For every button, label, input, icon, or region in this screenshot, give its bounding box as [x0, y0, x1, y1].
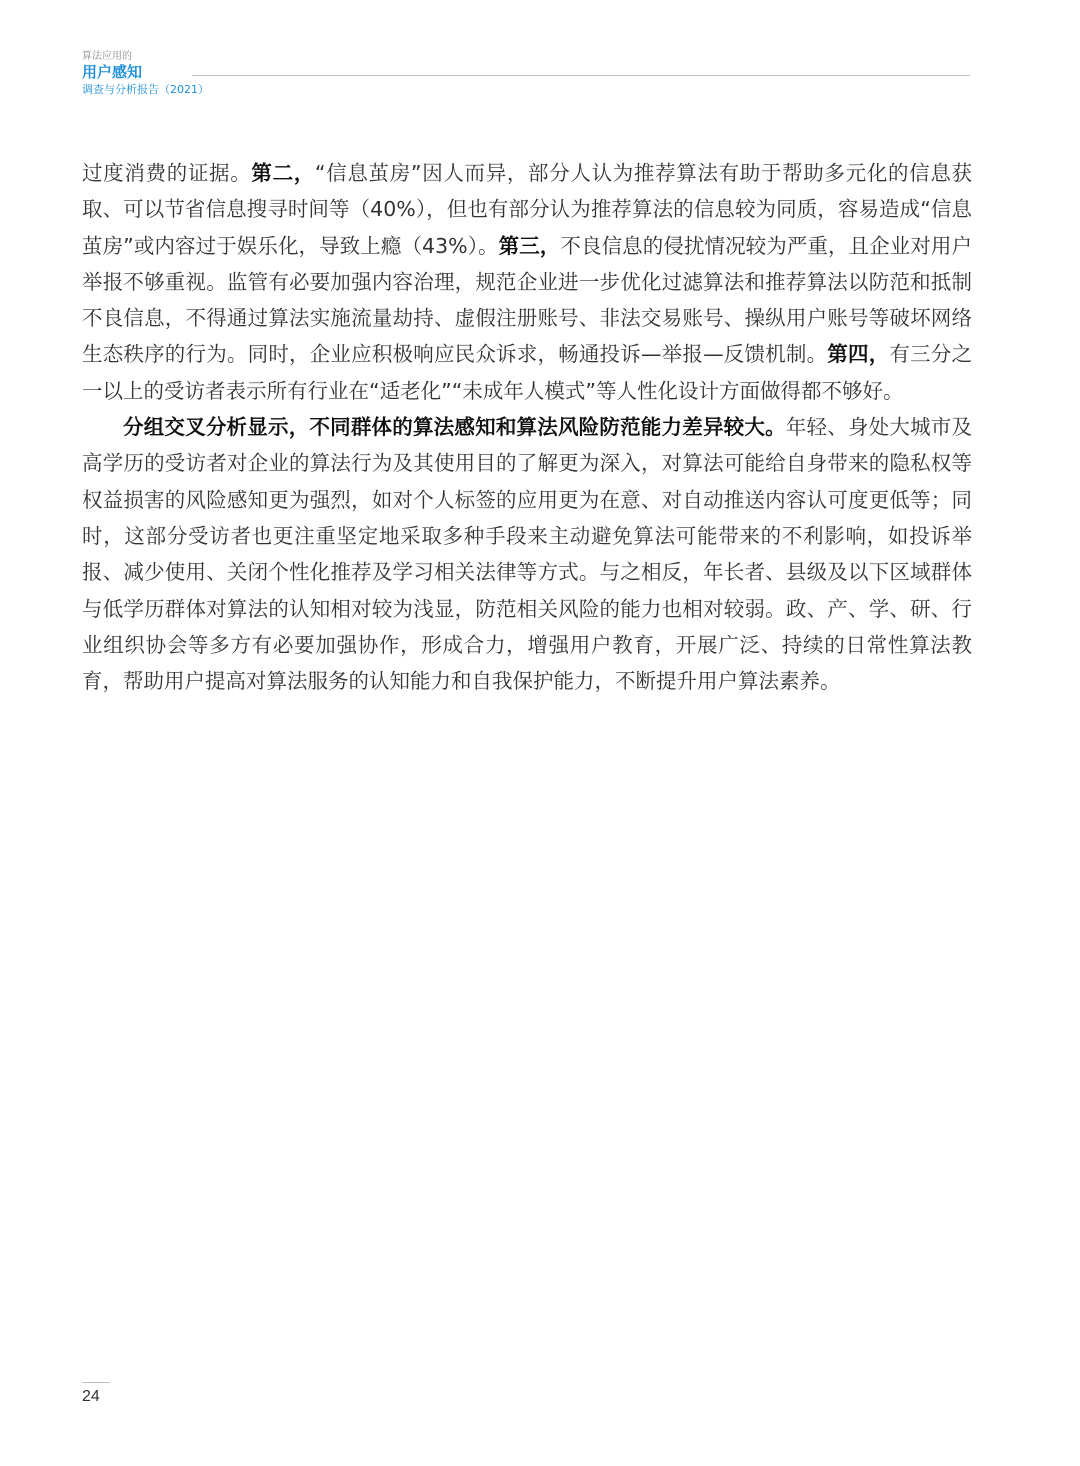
bold-segment: 分组交叉分析显示，不同群体的算法感知和算法风险防范能力差异较大。	[123, 415, 786, 440]
footer-divider	[82, 1382, 110, 1383]
running-header	[82, 50, 209, 97]
text-segment: 过度消费的证据。	[82, 161, 252, 185]
text-segment: 有三分之一以上的受访者表示所有行业在“适老化”“未成年人模式”等人性化设计方面做得都不够好。	[82, 342, 973, 403]
bold-segment: 第四，	[827, 342, 890, 367]
text-segment: “信息茧房”因人而异，部分人认为推荐算法有助于帮助多元化的信息获取、可以节省信息搜寻时间等（40%），但也有部分认为推荐算法的信息较为同质，容易造成“信息茧房”或内容过于娱乐化，导致上瘾（43%）。	[82, 161, 973, 258]
body-text	[82, 155, 972, 699]
paragraph-2	[82, 409, 972, 699]
header-small-text: 算法应用的	[82, 51, 132, 62]
header-subtitle: 调查与分析报告（2021）	[82, 83, 209, 96]
paragraph-1	[82, 155, 972, 409]
text-segment: 年轻、身处大城市及高学历的受访者对企业的算法行为及其使用目的了解更为深入，对算法可能给自身带来的隐私权等权益损害的风险感知更为强烈，如对个人标签的应用更为在意、对自动推送内容认可度更低等；同时，这部分受访者也更注重坚定地采取多种手段来主动避免算法可能带来的不利影响，如投诉举报、减少使用、关闭个性化推荐及学习相关法律等方式。与之相反，年长者、县级及以下区域群体与低学历群体对算法的认知相对较为浅显，防范相关风险的能力也相对较弱。政、产、学、研、行业组织协会等多方有必要加强协作，形成合力，增强用户教育，开展广泛、持续的日常性算法教育，帮助用户提高对算法服务的认知能力和自我保护能力，不断提升用户算法素养。	[82, 415, 973, 694]
page-number: 24	[82, 1388, 100, 1405]
bold-segment: 第二，	[251, 161, 315, 185]
header-divider	[192, 75, 970, 76]
text-segment: 不良信息的侵扰情况较为严重，且企业对用户举报不够重视。监管有必要加强内容治理，规范企业进一步优化过滤算法和推荐算法以防范和抵制不良信息，不得通过算法实施流量劫持、虚假注册账号、非法交易账号、操纵用户账号等破坏网络生态秩序的行为。同时，企业应积极响应民众诉求，畅通投诉—举报—反馈机制。	[82, 233, 973, 367]
bold-segment: 第三，	[498, 233, 561, 258]
header-title: 用户感知	[82, 63, 143, 81]
